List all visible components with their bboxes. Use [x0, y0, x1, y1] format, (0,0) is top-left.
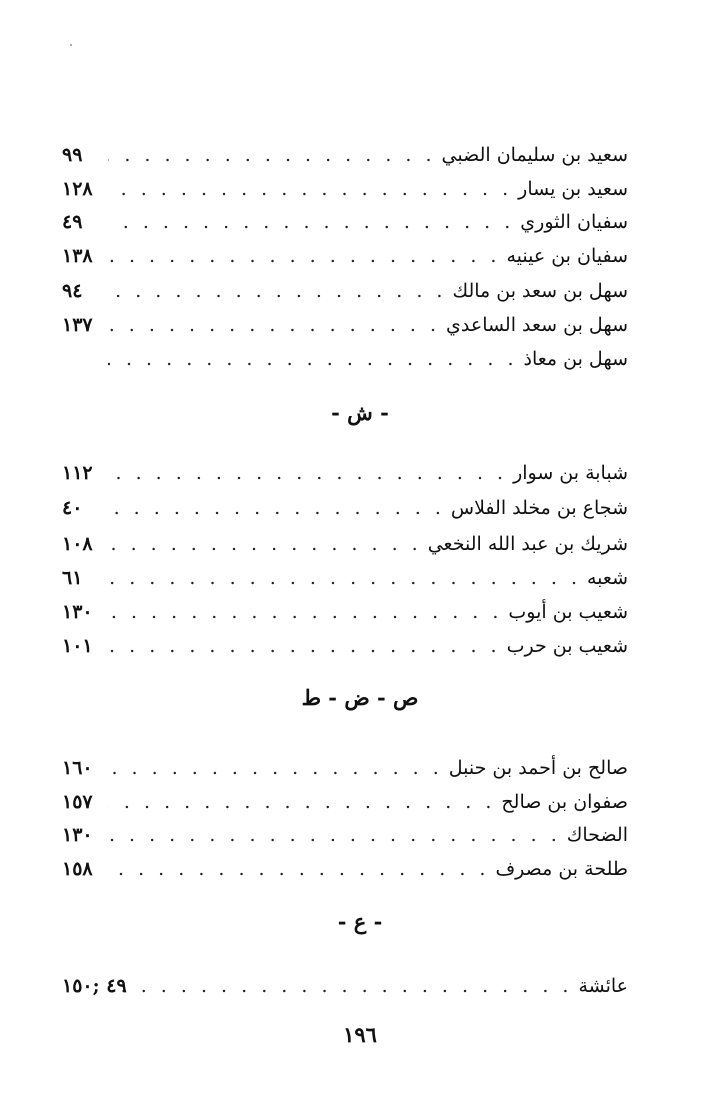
section-heading-sad-dad-ta: ص - ض - ط — [301, 685, 419, 710]
entry-page: ١٣٧ — [62, 314, 93, 336]
entry-page: ٤٩ — [62, 211, 83, 233]
entry-page: ١٠٨ — [62, 533, 93, 555]
leader-dots — [108, 564, 581, 592]
index-entry — [62, 345, 628, 373]
entry-page: ٦١ — [62, 567, 83, 589]
entry-name: سعيد بن سليمان الضبي — [441, 144, 628, 166]
index-entry — [62, 494, 628, 522]
entry-page: ١٦٠ — [62, 757, 93, 779]
leader-dots — [108, 821, 561, 849]
entry-name: صفوان بن صالح — [501, 791, 628, 813]
leader-dots — [108, 530, 422, 558]
index-entry — [62, 632, 628, 660]
entry-name: عائشة — [578, 975, 628, 997]
index-entry — [62, 277, 628, 305]
section-heading-shin: - ش - — [331, 400, 389, 425]
leader-dots — [108, 277, 446, 305]
leader-dots — [108, 242, 500, 270]
entry-page: ١٢٨ — [62, 178, 93, 200]
index-entry — [62, 242, 628, 270]
entry-page: ٩٩ — [62, 144, 83, 166]
entry-name: سهل بن معاذ — [523, 348, 628, 370]
entry-page: ١٥٧ — [62, 791, 93, 813]
leader-dots — [108, 175, 512, 203]
leader-dots — [108, 311, 440, 339]
entry-name: شبابة بن سوار — [513, 462, 628, 484]
entry-name: شعيب بن حرب — [506, 635, 628, 657]
leader-dots — [108, 788, 495, 816]
entry-name: طلحة بن مصرف — [495, 858, 628, 880]
leader-dots — [108, 494, 445, 522]
index-entry — [62, 598, 628, 626]
entry-name: سفيان الثوري — [520, 211, 628, 233]
entry-name: سعيد بن يسار — [518, 178, 628, 200]
entry-name: الضحاك — [566, 824, 628, 846]
index-entry — [62, 311, 628, 339]
index-entry — [62, 141, 628, 169]
leader-dots — [108, 208, 514, 236]
index-entry — [62, 855, 628, 883]
entry-name: شعبه — [586, 567, 628, 589]
index-entry — [62, 175, 628, 203]
index-entry — [62, 564, 628, 592]
leader-dots — [108, 632, 501, 660]
section-heading-ain: - ع - — [337, 909, 383, 934]
entry-name: سفيان بن عينيه — [506, 245, 628, 267]
index-entry — [62, 754, 628, 782]
scan-speck — [70, 44, 72, 46]
index-entry — [62, 972, 628, 1000]
entry-page: ٩٤ — [62, 280, 83, 302]
leader-dots — [108, 141, 436, 169]
entry-page: ٤٠ — [62, 497, 83, 519]
entry-name: شجاع بن مخلد الفلاس — [450, 497, 628, 519]
entry-name: سهل بن سعد بن مالك — [452, 280, 628, 302]
entry-page: ١٥٨ — [62, 858, 93, 880]
entry-page: ٤٩ ;١٥٠ — [62, 975, 127, 997]
entry-name: صالح بن أحمد بن حنبل — [448, 757, 628, 779]
entry-page: ١١٢ — [62, 462, 93, 484]
entry-name: شريك بن عبد الله النخعي — [427, 533, 628, 555]
page-number: ١٩٦ — [343, 1022, 377, 1047]
index-entry — [62, 530, 628, 558]
leader-dots — [108, 754, 443, 782]
leader-dots — [108, 459, 507, 487]
entry-page: ١٣٨ — [62, 245, 93, 267]
leader-dots — [108, 855, 489, 883]
index-entry — [62, 208, 628, 236]
leader-dots — [108, 345, 518, 373]
leader-dots — [108, 972, 572, 1000]
entry-page: ١٣٠ — [62, 601, 93, 623]
entry-page: ١٠١ — [62, 635, 93, 657]
entry-page: ١٣٠ — [62, 824, 93, 846]
index-entry — [62, 459, 628, 487]
leader-dots — [108, 598, 502, 626]
entry-name: سهل بن سعد الساعدي — [446, 314, 628, 336]
index-entry — [62, 788, 628, 816]
entry-name: شعيب بن أيوب — [508, 601, 628, 623]
index-entry — [62, 821, 628, 849]
